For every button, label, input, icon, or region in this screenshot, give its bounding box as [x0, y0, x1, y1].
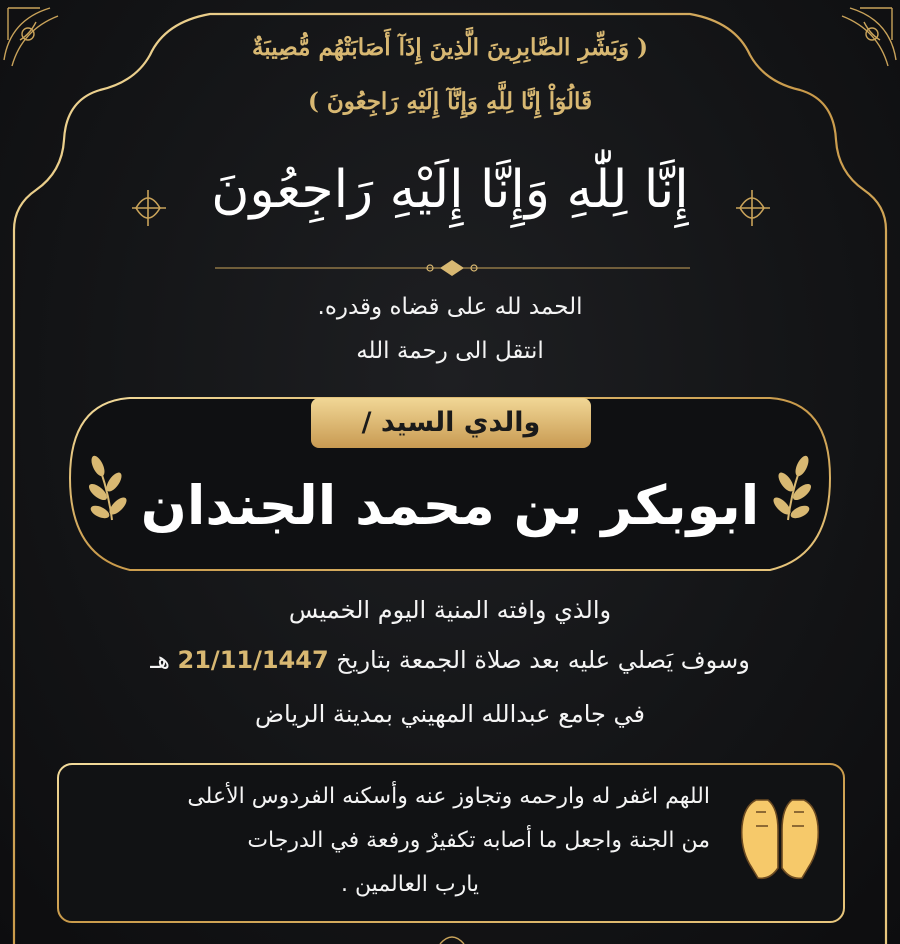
headline-istirja: إِنَّا لِلّٰهِ وَإِنَّا إِلَيْهِ رَاجِعُونَ [211, 160, 689, 220]
intro-line-1: الحمد لله على قضاه وقدره. [317, 294, 583, 320]
body-line-1: والذي وافته المنية اليوم الخميس [288, 596, 612, 624]
intro-line-2: انتقل الى رحمة الله [356, 338, 544, 364]
verse-line-2: قَالُوٓاْ إِنَّا لِلَّهِ وَإِنَّآ إِلَيْهِ رَاجِعُونَ ) [307, 88, 593, 115]
title-label: والدي السيد / [361, 407, 541, 438]
funeral-prayer-text: وسوف يَصلي عليه بعد صلاة الجمعة بتاريخ [336, 646, 750, 674]
verse-line-1: ( وَبَشِّرِ الصَّابِرِينَ الَّذِينَ إِذَآ أَصَابَتْهُم مُّصِيبَةٌ [251, 34, 649, 61]
prayer-line-1: اللهم اغفر له وارحمه وتجاوز عنه وأسكنه الفردوس الأعلى [187, 784, 710, 809]
prayer-line-2: من الجنة واجعل ما أصابه تكفيرٌ ورفعة في الدرجات [247, 828, 710, 853]
prayer-line-3: يارب العالمين . [340, 872, 480, 897]
body-line-2 [0, 646, 900, 674]
hijri-suffix: هـ [150, 646, 170, 674]
body-line-3: في جامع عبدالله المهيني بمدينة الرياض [255, 700, 645, 728]
divider-ornament-icon [440, 260, 464, 276]
deceased-name: ابوبكر بن محمد الجندان [140, 474, 760, 537]
funeral-date: 21/11/1447 [177, 646, 329, 674]
